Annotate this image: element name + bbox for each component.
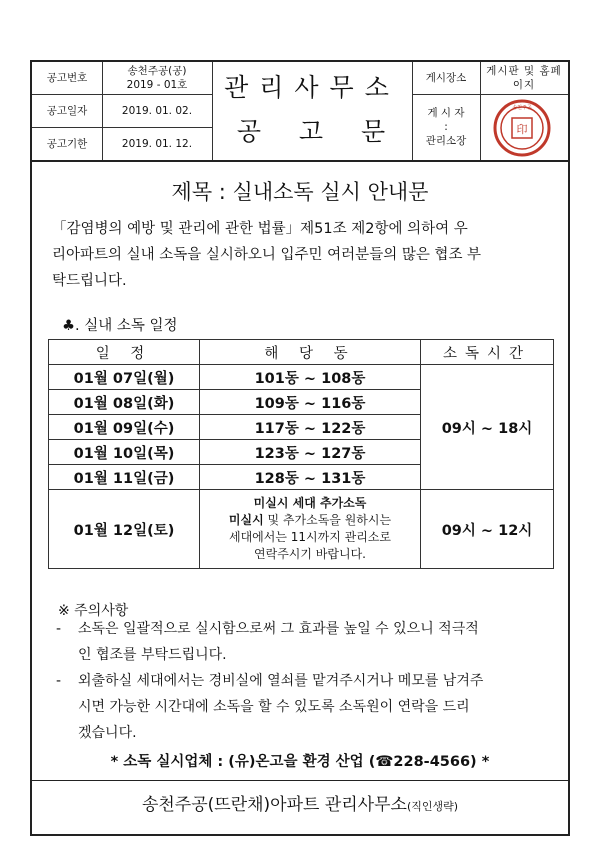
notice-date-label: 공고일자 (46, 104, 88, 117)
row-buildings: 109동 ~ 116동 (200, 390, 421, 415)
notice-document (30, 60, 570, 836)
row-date: 01월 07일(월) (49, 365, 200, 390)
header-buildings: 해 당 동 (200, 340, 421, 365)
saturday-note: 미실시 세대 추가소독 미실시 및 추가소독을 원하시는 세대에서는 11시까지 관리소로 연락주시기 바랍니다. (200, 490, 421, 569)
intro-line: 「감염병의 예방 및 관리에 관한 법률」제51조 제2항에 의하여 우 (52, 221, 468, 237)
svg-text:印: 印 (516, 123, 528, 136)
posting-place-label: 게시장소 (425, 72, 467, 84)
poster: 게 시 자 : 관리소장 (425, 107, 467, 147)
row-buildings: 123동 ~ 127동 (200, 440, 421, 465)
note-item: - 외출하실 세대에서는 경비실에 열쇠를 맡겨주시거나 메모를 남겨주 시면 가능한 시간대에 소독을 할 수 있도록 소독원이 연락을 드리 겠습니다. (56, 673, 484, 741)
row-date: 01월 09일(수) (49, 415, 200, 440)
notice-deadline-label: 공고기한 (46, 137, 88, 150)
schedule-table (48, 339, 554, 569)
schedule-title: ♣. 실내 소독 일정 (62, 318, 178, 334)
table-row (49, 365, 554, 390)
saturday-date: 01월 12일(토) (49, 490, 200, 569)
intro-line: 리아파트의 실내 소독을 실시하오니 입주민 여러분들의 많은 협조 부 (52, 247, 482, 263)
notice-header (32, 62, 568, 162)
row-date: 01월 10일(목) (49, 440, 200, 465)
notice-no-value: 송천주공(공) 2019 - 01호 (126, 65, 188, 91)
table-row-saturday (49, 490, 554, 569)
header-date: 일 정 (49, 340, 200, 365)
official-seal-icon (492, 98, 552, 158)
notice-date-value: 2019. 01. 02. (121, 104, 193, 117)
table-header-row (49, 340, 554, 365)
note-item: - 소독은 일괄적으로 실시함으로써 그 효과를 높일 수 있으니 적극적 인 협조를 부탁드립니다. (56, 621, 479, 663)
saturday-time: 09시 ~ 12시 (421, 490, 554, 569)
notice-title: 공 고 문 (236, 117, 388, 146)
row-buildings: 101동 ~ 108동 (200, 365, 421, 390)
office-title: 관리사무소 (224, 73, 400, 102)
footer-office: 송천주공(뜨란채)아파트 관리사무소(직인생략) (141, 795, 459, 815)
row-buildings: 117동 ~ 122동 (200, 415, 421, 440)
intro-paragraph (52, 216, 552, 294)
row-date: 01월 08일(화) (49, 390, 200, 415)
notice-deadline-value: 2019. 01. 12. (121, 137, 193, 150)
footer-divider (32, 780, 568, 781)
header-time: 소독시간 (421, 340, 554, 365)
row-date: 01월 11일(금) (49, 465, 200, 490)
disinfection-company: * 소독 실시업체 : (유)온고을 환경 산업 (☎228-4566) * (110, 754, 490, 770)
row-buildings: 128동 ~ 131동 (200, 465, 421, 490)
notice-no-label: 공고번호 (46, 72, 88, 84)
notice-subject: 제목 : 실내소독 실시 안내문 (171, 180, 429, 204)
posting-place-value: 게시판 및 홈페이지 (486, 65, 562, 91)
notes-heading: ※ 주의사항 (58, 603, 129, 619)
svg-text:송천주공: 송천주공 (512, 105, 532, 111)
intro-line: 탁드립니다. (52, 273, 127, 289)
weekday-time: 09시 ~ 18시 (421, 365, 554, 490)
